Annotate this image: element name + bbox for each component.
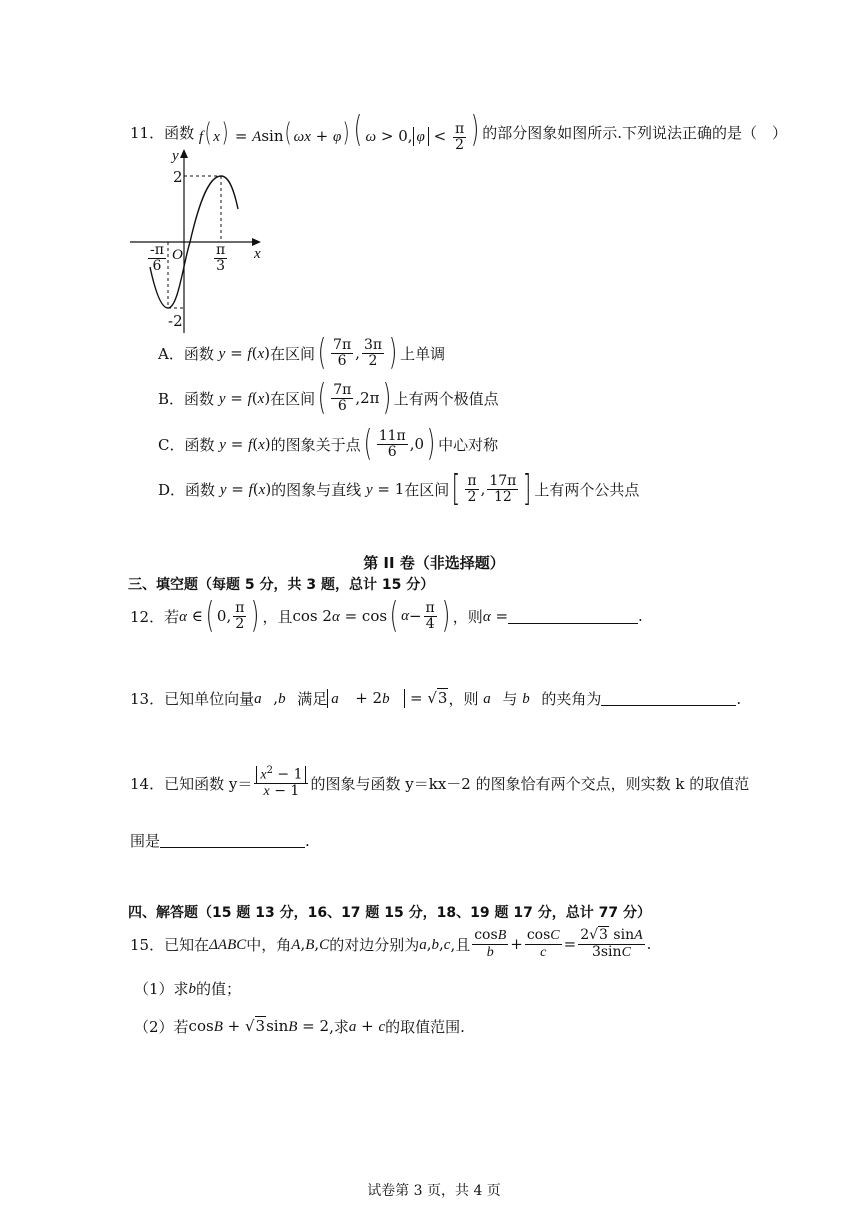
q11-option-a[interactable]: A． 函数 y = f(x) 在区间 ( $\frac{7\pi}{6}$ , $\frac{3\pi}{2}$ ) 上单调: [158, 332, 446, 373]
q12-answer-blank[interactable]: [508, 609, 638, 624]
graph-tick-pos: $\frac{\pi}{3}$: [216, 242, 226, 274]
section3-title: 三、填空题（每题 5 分，共 3 题，总计 15 分）: [128, 577, 435, 593]
q14-answer-blank[interactable]: [160, 833, 305, 848]
q15-sub1: （1）求 b 的值；: [134, 980, 242, 998]
q12: 12． 若 α ∈ ( 0, $\frac{\pi}{2}$ ) ，且 cos 2α = cos ( α − $\frac{\pi}{4}$ ) ，则 α = .: [130, 595, 643, 636]
section4-title: 四、解答题（15 题 13 分，16、17 题 15 分，18、19 题 17 分，总计 77 分）: [128, 905, 651, 921]
q13-answer-blank[interactable]: [601, 691, 736, 706]
q15-sub2: （2）若 cosB + √3sinB = 2 ,求 a + c 的取值范围.: [134, 1017, 465, 1036]
q11-option-c[interactable]: C． 函数 y = f(x) 的图象关于点 ( $\frac{11\pi}{6}$ ,0 ) 中心对称: [158, 423, 499, 464]
q14-line2: 围是 .: [130, 831, 310, 850]
q11-stem: 11． 函数 f( x) = Asin( ωx + φ) ( ω > 0, φ < $\frac{\pi}{2}$ ) 的部分图象如图所示.下列说法正确的是（ ）: [130, 109, 787, 153]
graph-y-label: y: [172, 148, 179, 164]
graph-x-label: x: [254, 246, 261, 262]
q11-formula: f( x) = Asin( ωx + φ) ( ω > 0, φ < $\frac{\pi}{2}$ ): [198, 109, 480, 153]
graph-tick-neg: $\frac{-\pi}{6}$: [150, 242, 164, 274]
q11-option-d[interactable]: D． 函数 y = f(x) 的图象与直线 y = 1 在区间 [ $\frac{\pi}{2}$ , $\frac{17\pi}{12}$ ] 上有两个公共点: [158, 468, 640, 509]
graph-origin: O: [172, 247, 183, 263]
graph-ymax: 2: [173, 168, 183, 186]
graph-ymin: -2: [168, 312, 183, 330]
q15-stem: 15． 已知在 ΔABC 中，角 A,B,C 的对边分别为 a,b,c ,且 $\frac{\cos B}{b}$ + $\frac{\cos C}{c}$ = $\frac{2√3 \sin A}{3\sin C}$ .: [130, 927, 652, 960]
q13: 13． 已知单位向量 a⃗,b⃗ 满足 a⃗ + 2b⃗ = √3 ，则 a⃗ 与 b⃗ 的夹角为 .: [130, 689, 742, 708]
q14-line1: 14． 已知函数 y＝ $\frac{x^2 - 1}{x - 1}$ 的图象与函数 y＝kx－2 的图象恰有两个交点，则实数 k 的取值范: [130, 765, 750, 800]
part2-title: 第 II 卷（非选择题）: [363, 554, 505, 572]
page-footer: 试卷第 3 页，共 4 页: [367, 1183, 501, 1199]
q11-option-b[interactable]: B． 函数 y = f(x) 在区间 ( $\frac{7\pi}{6}$ ,2π ) 上有两个极值点: [158, 377, 499, 418]
